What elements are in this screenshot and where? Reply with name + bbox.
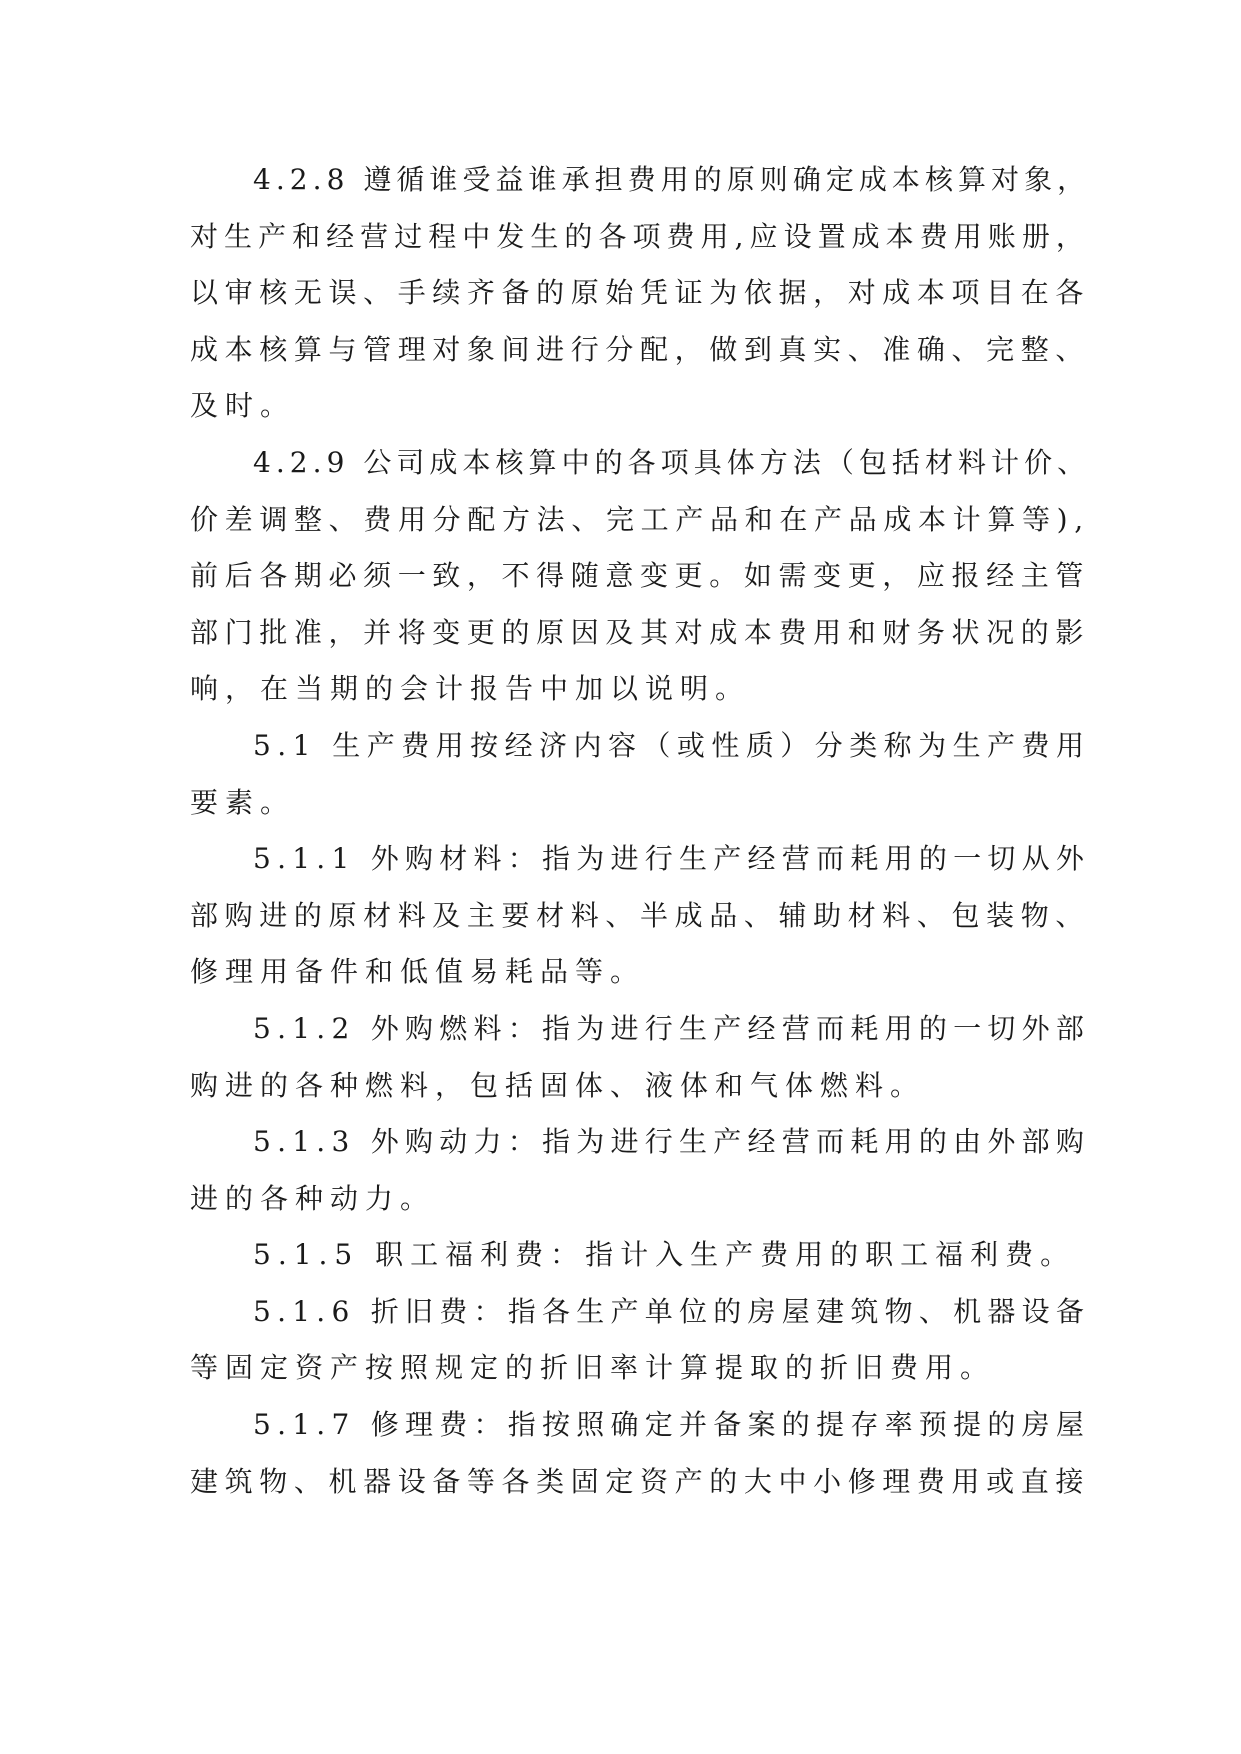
text-line: 等固定资产按照规定的折旧率计算提取的折旧费用。 <box>190 1351 996 1385</box>
text-line: 成本核算与管理对象间进行分配，做到真实、准确、完整、 <box>190 332 1091 366</box>
text-line: 及时。 <box>190 389 296 423</box>
text-line: 4.2.8 遵循谁受益谁承担费用的原则确定成本核算对象， <box>253 163 1091 196</box>
text-line: 5.1.3 外购动力：指为进行生产经营而耗用的由外部购 <box>253 1125 1091 1159</box>
text-line: 部门批准，并将变更的原因及其对成本费用和财务状况的影 <box>190 615 1091 649</box>
text-line: 建筑物、机器设备等各类固定资产的大中小修理费用或直接 <box>190 1464 1091 1498</box>
text-line: 5.1 生产费用按经济内容（或性质）分类称为生产费用 <box>253 728 1091 762</box>
text-line: 修理用备件和低值易耗品等。 <box>190 955 646 989</box>
text-line: 前后各期必须一致，不得随意变更。如需变更，应报经主管 <box>190 559 1091 593</box>
text-line: 价差调整、费用分配方法、完工产品和在产品成本计算等), <box>190 502 1090 536</box>
text-line: 5.1.2 外购燃料：指为进行生产经营而耗用的一切外部 <box>253 1011 1091 1045</box>
text-line: 进的各种动力。 <box>190 1181 436 1215</box>
text-line: 购进的各种燃料，包括固体、液体和气体燃料。 <box>190 1068 926 1102</box>
text-line: 5.1.6 折旧费：指各生产单位的房屋建筑物、机器设备 <box>253 1294 1091 1328</box>
text-line: 以审核无误、手续齐备的原始凭证为依据，对成本项目在各 <box>190 276 1091 310</box>
text-line: 5.1.5 职工福利费：指计入生产费用的职工福利费。 <box>253 1238 1076 1272</box>
document-body <box>190 152 1090 1510</box>
text-line: 对生产和经营过程中发生的各项费用,应设置成本费用账册， <box>190 219 1090 253</box>
text-line: 4.2.9 公司成本核算中的各项具体方法（包括材料计价、 <box>253 445 1091 479</box>
text-line: 响，在当期的会计报告中加以说明。 <box>190 672 751 706</box>
text-line: 部购进的原材料及主要材料、半成品、辅助材料、包装物、 <box>190 898 1091 932</box>
text-line: 要素。 <box>190 785 296 819</box>
text-line: 5.1.7 修理费：指按照确定并备案的提存率预提的房屋 <box>253 1408 1091 1442</box>
text-line: 5.1.1 外购材料：指为进行生产经营而耗用的一切从外 <box>253 842 1091 876</box>
